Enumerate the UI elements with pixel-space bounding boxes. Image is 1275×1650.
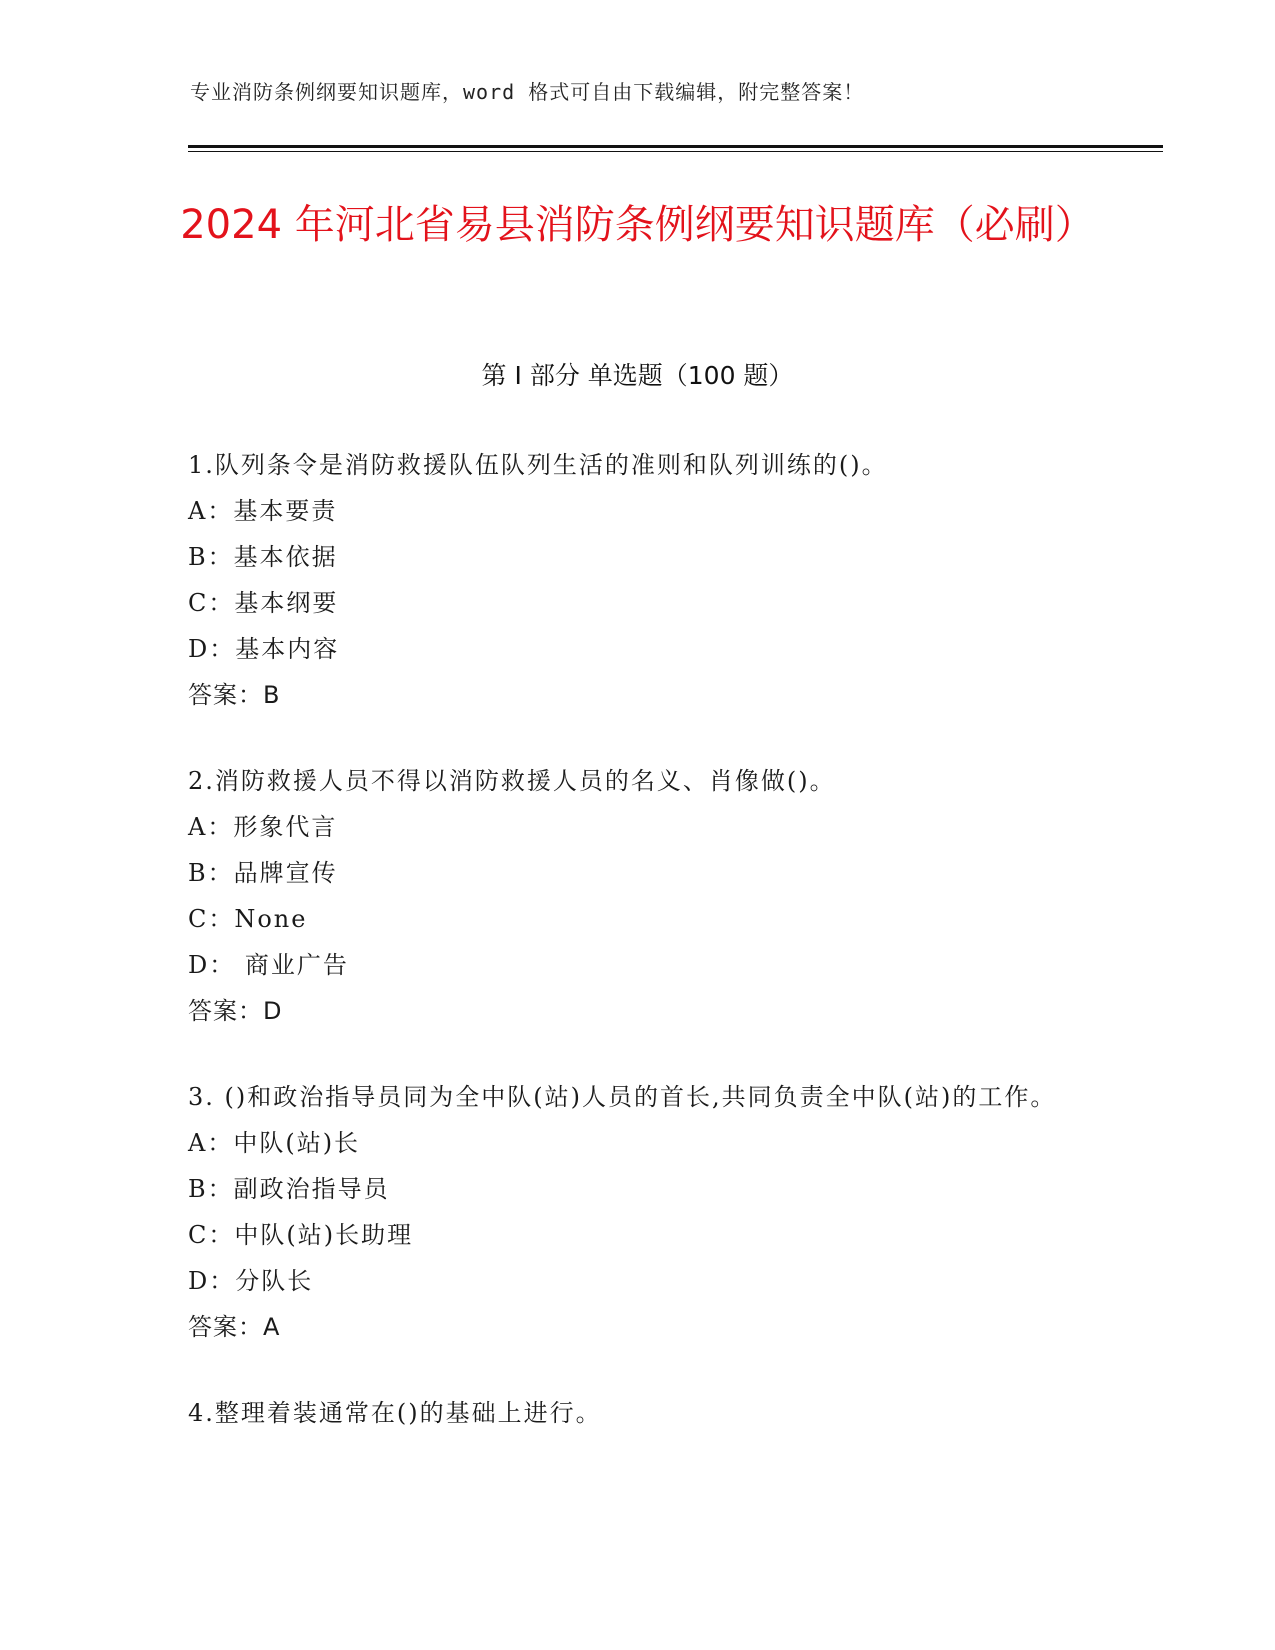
option-b: B：品牌宣传: [188, 859, 338, 887]
header-divider-thick: [188, 145, 1163, 148]
option-d: D：分队长: [188, 1267, 314, 1295]
question-1: [188, 442, 1088, 718]
option-a: A：形象代言: [188, 813, 338, 841]
question-stem: 3. ()和政治指导员同为全中队(站)人员的首长,共同负责全中队(站)的工作。: [188, 1083, 1057, 1111]
option-b: B：基本依据: [188, 543, 338, 571]
question-stem: 4.整理着装通常在()的基础上进行。: [188, 1399, 602, 1427]
answer-line: 答案：A: [188, 1313, 281, 1341]
question-3: [188, 1074, 1088, 1350]
question-list: [188, 442, 1088, 1476]
option-c: C：None: [188, 905, 308, 933]
question-stem: 1.队列条令是消防救援队伍队列生活的准则和队列训练的()。: [188, 451, 888, 479]
option-c: C：基本纲要: [188, 589, 339, 617]
document-title: 2024 年河北省易县消防条例纲要知识题库（必刷）: [180, 202, 1095, 248]
header-note: 专业消防条例纲要知识题库，word 格式可自由下载编辑，附完整答案！: [190, 80, 865, 104]
answer-line: 答案：B: [188, 681, 281, 709]
option-d: D： 商业广告: [188, 951, 349, 979]
question-stem: 2.消防救援人员不得以消防救援人员的名义、肖像做()。: [188, 767, 836, 795]
question-4: [188, 1390, 1088, 1436]
section-title: 第 I 部分 单选题（100 题）: [481, 361, 794, 390]
option-d: D：基本内容: [188, 635, 340, 663]
option-b: B：副政治指导员: [188, 1175, 390, 1203]
header-divider-thin: [188, 151, 1163, 152]
question-2: [188, 758, 1088, 1034]
answer-line: 答案：D: [188, 997, 283, 1025]
option-c: C：中队(站)长助理: [188, 1221, 414, 1249]
option-a: A：基本要责: [188, 497, 338, 525]
option-a: A：中队(站)长: [188, 1129, 361, 1157]
